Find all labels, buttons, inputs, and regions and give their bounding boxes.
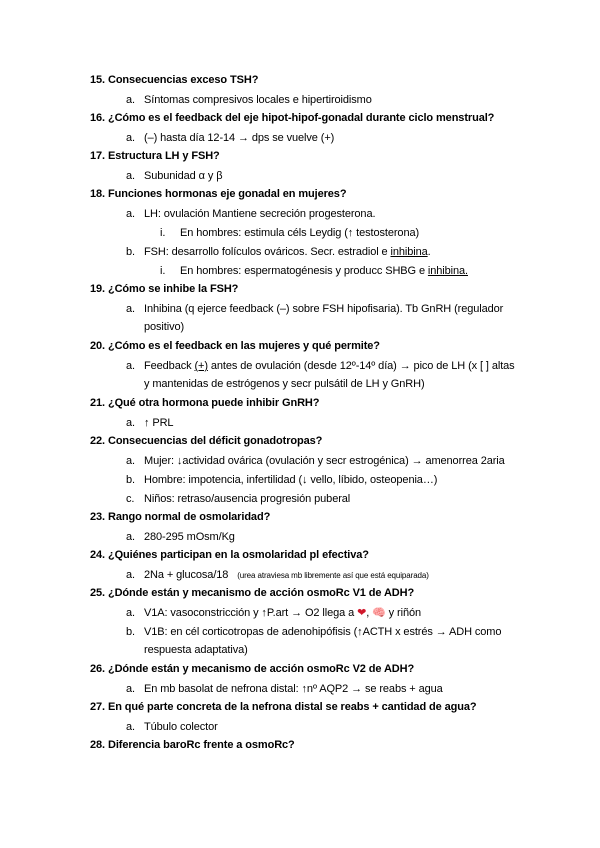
answer-text: V1A: vasoconstricción y ↑P.art → O2 llega a ❤, 🧠 y riñón xyxy=(144,607,421,619)
question-number: 27. xyxy=(90,701,105,713)
question-text: Diferencia baroRc frente a osmoRc? xyxy=(107,739,295,751)
question-number: 17. xyxy=(90,150,105,162)
answer-text: En mb basolat de nefrona distal: ↑nº AQP2 → se reabs + agua xyxy=(144,683,443,695)
answer-text: Túbulo colector xyxy=(144,721,218,733)
answer-text-line-1: V1B: en cél corticotropas de adenohipófisis (↑ACTH x estrés → ADH como xyxy=(144,626,502,638)
question-15 xyxy=(90,74,258,86)
underlined-text: inhibina xyxy=(390,246,428,258)
question-number: 23. xyxy=(90,511,105,523)
answer-text: Hombre: impotencia, infertilidad (↓ vello, líbido, osteopenia…) xyxy=(144,474,438,486)
answer-text: En hombres: estimula céls Leydig (↑ testosterona) xyxy=(180,227,420,239)
list-marker: b. xyxy=(126,474,135,486)
answer-text-line-2: respuesta adaptativa) xyxy=(144,644,248,656)
text-part: FSH: desarrollo folículos ováricos. Secr. estradiol e xyxy=(144,246,391,258)
question-number: 18. xyxy=(90,188,105,200)
question-23 xyxy=(90,511,270,523)
text-part: 2Na + glucosa/18 xyxy=(144,569,229,581)
answer-text: 280-295 mOsm/Kg xyxy=(144,531,235,543)
list-marker: a. xyxy=(126,417,135,429)
answer-text-line-1: Inhibina (q ejerce feedback (–) sobre FSH hipofisaria). Tb GnRH (regulador xyxy=(144,303,504,315)
answer-text xyxy=(144,566,429,585)
answer-text: Subunidad α y β xyxy=(144,170,223,182)
answer-text-line-1 xyxy=(144,357,515,375)
question-text: Consecuencias exceso TSH? xyxy=(107,74,259,86)
question-text: ¿Cómo es el feedback en las mujeres y qué permite? xyxy=(107,340,380,352)
question-number: 24. xyxy=(90,549,105,561)
question-number: 22. xyxy=(90,435,105,447)
question-text: ¿Qué otra hormona puede inhibir GnRH? xyxy=(107,397,320,409)
list-marker: a. xyxy=(126,208,135,220)
question-27 xyxy=(90,701,477,713)
question-number: 25. xyxy=(90,587,105,599)
heart-icon: ❤ xyxy=(357,607,367,619)
list-marker: a. xyxy=(126,607,135,619)
answer-text: Mujer: ↓actividad ovárica (ovulación y secr estrogénica) → amenorrea 2aria xyxy=(144,455,505,467)
list-marker: a. xyxy=(126,531,135,543)
question-19 xyxy=(90,283,238,295)
question-17 xyxy=(90,150,220,162)
question-21 xyxy=(90,397,319,409)
question-28 xyxy=(90,739,295,751)
list-marker: c. xyxy=(126,493,135,505)
answer-text xyxy=(144,243,431,261)
question-26 xyxy=(90,663,414,675)
underlined-text: inhibina. xyxy=(427,265,468,277)
annotation-note: (urea atraviesa mb libremente así que está equiparada) xyxy=(237,571,429,580)
question-text: ¿Dónde están y mecanismo de acción osmoRc V2 de ADH? xyxy=(107,663,415,675)
answer-text: ↑ PRL xyxy=(144,417,174,429)
answer-text-line-2: positivo) xyxy=(144,321,185,333)
answer-text: (–) hasta día 12-14 → dps se vuelve (+) xyxy=(144,132,335,144)
question-text: ¿Cómo es el feedback del eje hipot-hipof-gonadal durante ciclo menstrual? xyxy=(107,112,495,124)
question-text: Consecuencias del déficit gonadotropas? xyxy=(107,435,323,447)
answer-text: Síntomas compresivos locales e hipertiroidismo xyxy=(144,94,372,106)
question-16 xyxy=(90,112,494,124)
text-part: Feedback xyxy=(144,360,195,372)
question-text: Funciones hormonas eje gonadal en mujeres? xyxy=(107,188,347,200)
question-text: ¿Quiénes participan en la osmolaridad pl efectiva? xyxy=(107,549,369,561)
question-text: En qué parte concreta de la nefrona distal se reabs + cantidad de agua? xyxy=(107,701,477,713)
list-marker: a. xyxy=(126,94,135,106)
question-text: Estructura LH y FSH? xyxy=(107,150,220,162)
question-number: 26. xyxy=(90,663,105,675)
list-marker: a. xyxy=(126,569,135,581)
question-number: 20. xyxy=(90,340,105,352)
list-marker: a. xyxy=(126,683,135,695)
question-20 xyxy=(90,340,380,352)
text-part: y riñón xyxy=(385,607,421,619)
question-text: ¿Cómo se inhibe la FSH? xyxy=(107,283,239,295)
question-number: 15. xyxy=(90,74,105,86)
list-marker: b. xyxy=(126,626,135,638)
list-marker: b. xyxy=(126,246,135,258)
list-marker: a. xyxy=(126,721,135,733)
underlined-text: (+) xyxy=(194,360,208,372)
question-25 xyxy=(90,587,414,599)
text-part: antes de ovulación (desde 12º-14º día) → pico de LH (x [ ] altas xyxy=(207,360,515,372)
answer-text: Niños: retraso/ausencia progresión puberal xyxy=(144,493,351,505)
list-marker: a. xyxy=(126,303,135,315)
question-24 xyxy=(90,549,369,561)
list-marker: i. xyxy=(160,227,166,239)
list-marker: a. xyxy=(126,360,135,372)
list-marker: i. xyxy=(160,265,166,277)
list-marker: a. xyxy=(126,455,135,467)
question-number: 19. xyxy=(90,283,105,295)
answer-text: LH: ovulación Mantiene secreción progesterona. xyxy=(144,208,376,220)
question-number: 16. xyxy=(90,112,105,124)
answer-text xyxy=(180,262,468,280)
text-part: . xyxy=(427,246,431,258)
answer-text-line-2: y mantenidas de estrógenos y secr pulsátil de LH y GnRH) xyxy=(144,378,425,390)
question-22 xyxy=(90,435,322,447)
question-text: ¿Dónde están y mecanismo de acción osmoRc V1 de ADH? xyxy=(107,587,415,599)
question-18 xyxy=(90,188,346,200)
list-marker: a. xyxy=(126,132,135,144)
question-number: 28. xyxy=(90,739,105,751)
brain-icon: 🧠 xyxy=(372,607,386,619)
list-marker: a. xyxy=(126,170,135,182)
question-number: 21. xyxy=(90,397,105,409)
text-part: V1A: vasoconstricción y ↑P.art → O2 llega a xyxy=(144,607,358,619)
question-text: Rango normal de osmolaridad? xyxy=(107,511,271,523)
text-part: En hombres: espermatogénesis y producc SHBG e xyxy=(180,265,428,277)
